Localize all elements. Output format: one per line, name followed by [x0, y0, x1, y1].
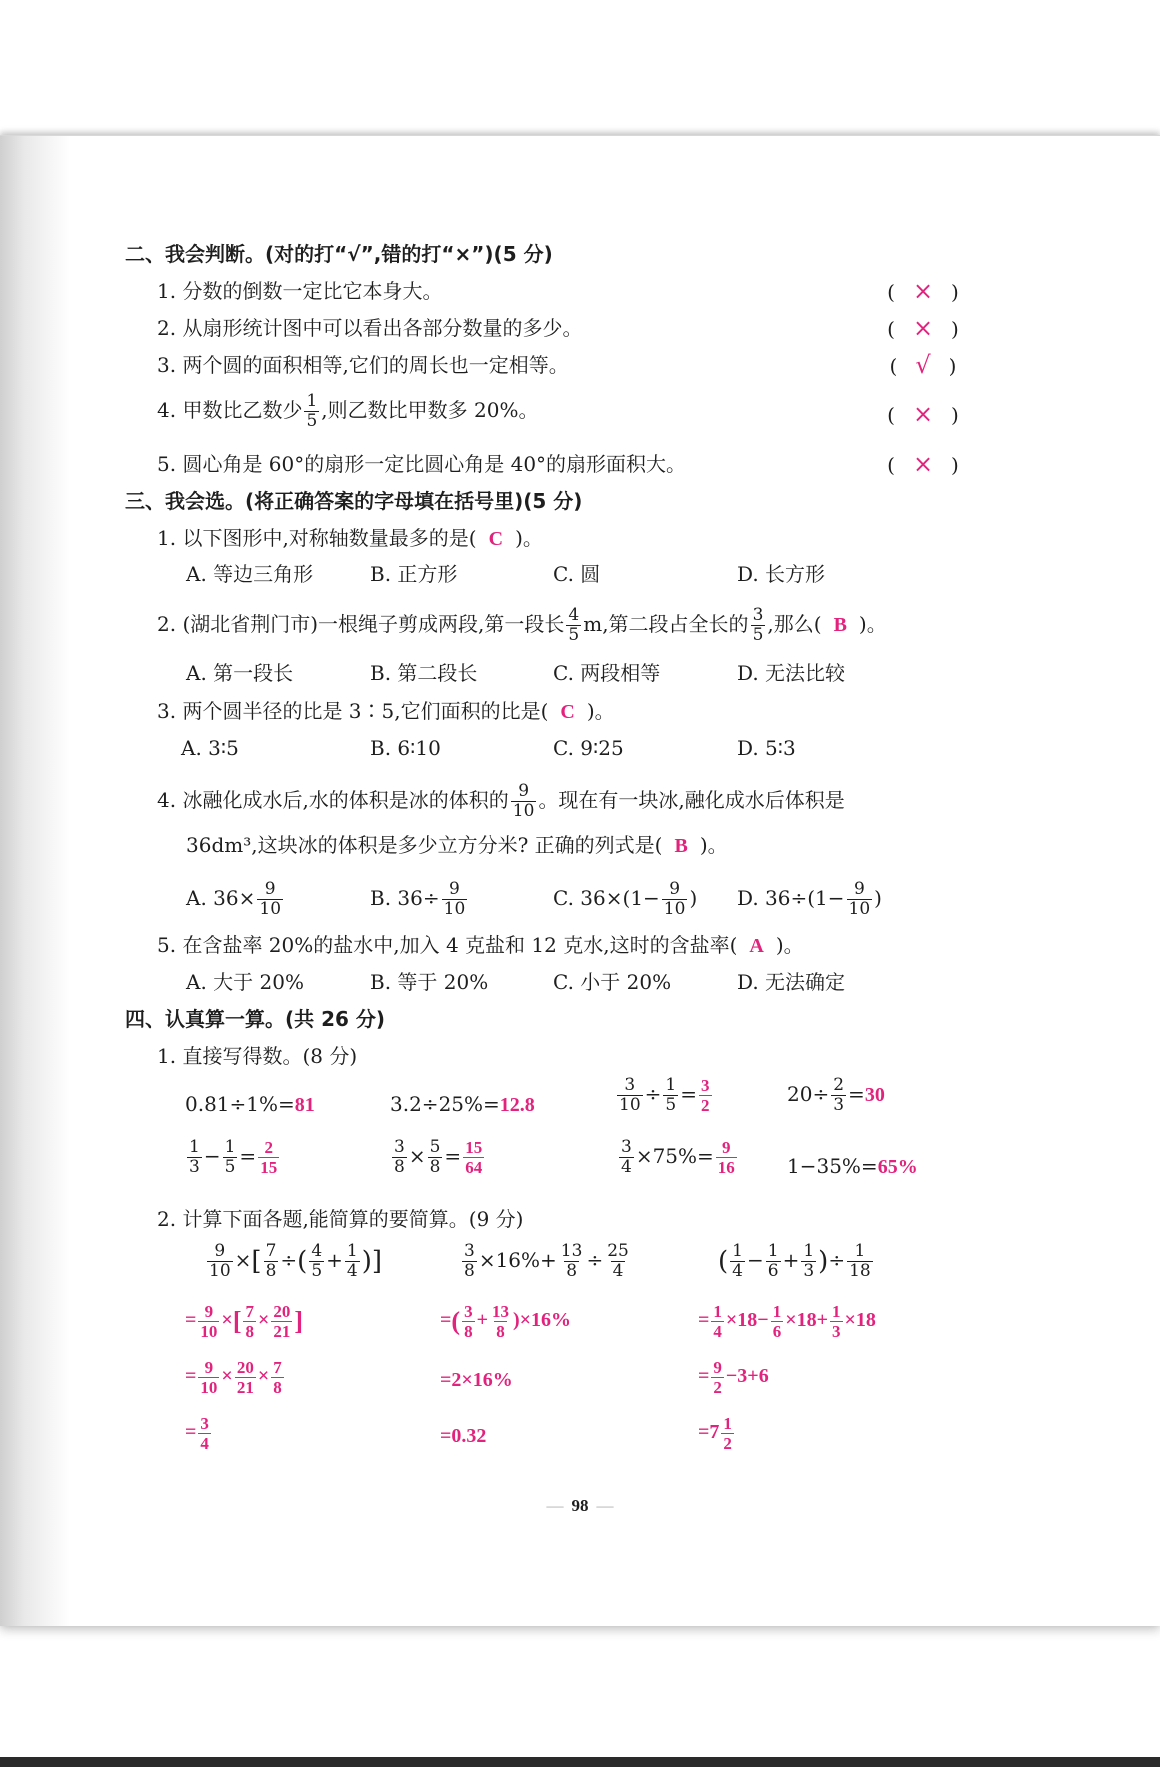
fraction: $\frac{3}{5}$	[752, 605, 764, 645]
section3-title: 三、我会选。(将正确答案的字母填在括号里)(5 分)	[125, 489, 583, 513]
page-number: — 98 —	[546, 1496, 614, 1515]
answer-fraction: $\frac{9}{16}$	[717, 1138, 735, 1177]
option-d: D. 无法确定	[737, 970, 846, 994]
answer-fraction: $\frac{3}{2}$	[701, 1076, 710, 1115]
answer-letter: B	[674, 835, 688, 857]
option-d: D. 5∶3	[737, 736, 796, 760]
option-d: D. 长方形	[737, 562, 826, 586]
fraction: $\frac{9}{10}$	[443, 879, 466, 919]
direct-calc-2: 3.2÷25%=12.8	[390, 1092, 535, 1116]
option-c: C. 两段相等	[553, 661, 661, 685]
judge-item-1: 1. 分数的倒数一定比它本身大。	[157, 279, 443, 303]
check-mark: √	[915, 351, 931, 379]
direct-calc-5: $\frac{1}{3}$ − $\frac{1}{5}$ = $\frac{2}{15}$	[189, 1137, 278, 1177]
calc2-step2: =2×16%	[440, 1369, 513, 1391]
calc3-step1: = $\frac{1}{4}$ ×18− $\frac{1}{6}$ ×18+ $\frac{1}{3}$ ×18	[698, 1302, 876, 1341]
subsection-direct-answers: 1. 直接写得数。(8 分)	[157, 1044, 358, 1068]
direct-calc-8: 1−35%=65%	[787, 1154, 918, 1178]
calc2-step1: =( $\frac{3}{8}$ + $\frac{13}{8}$ )×16%	[440, 1302, 572, 1341]
choice-question-4: 4. 冰融化成水后,水的体积是冰的体积的 $\frac{9}{10}$ 。现在有一块冰,融化成水后体积是	[157, 781, 845, 821]
judge-answer-3: ( √ )	[889, 351, 957, 379]
option-b: B. 正方形	[370, 562, 458, 586]
section4-title: 四、认真算一算。(共 26 分)	[125, 1007, 386, 1031]
cross-mark: ×	[912, 277, 934, 305]
calc3-step3: =7 $\frac{1}{2}$	[698, 1414, 732, 1453]
fraction: $\frac{9}{10}$	[512, 781, 535, 821]
direct-calc-6: $\frac{3}{8}$ × $\frac{5}{8}$ = $\frac{15}{64}$	[394, 1137, 483, 1177]
option-b: B. 等于 20%	[370, 970, 489, 994]
direct-calc-3: $\frac{3}{10}$ ÷ $\frac{1}{5}$ = $\frac{3}{2}$	[619, 1075, 710, 1115]
calc2-step3: =0.32	[440, 1425, 487, 1447]
option-a: A. 等边三角形	[186, 562, 314, 586]
option-a: A. 36× $\frac{9}{10}$	[186, 879, 282, 919]
fraction: $\frac{9}{10}$	[848, 879, 871, 919]
answer-letter: B	[833, 614, 847, 636]
section2-title: 二、我会判断。(对的打“√”,错的打“×”)(5 分)	[125, 242, 553, 266]
judge-answer-4: ( × )	[887, 400, 959, 428]
cross-mark: ×	[912, 450, 934, 478]
calc-problem-1: $\frac{9}{10}$ ×[ $\frac{7}{8}$ ÷( $\frac{4}{5}$ + $\frac{1}{4}$ )]	[209, 1241, 383, 1281]
answer-letter: A	[749, 935, 764, 957]
option-a: A. 大于 20%	[186, 970, 304, 994]
choice-question-4-line2: 36dm³,这块冰的体积是多少立方分米? 正确的列式是( B )。	[186, 833, 728, 857]
calc3-step2: = $\frac{9}{2}$ −3+6	[698, 1358, 769, 1397]
calc1-step3: = $\frac{3}{4}$	[185, 1414, 209, 1453]
judge-answer-2: ( × )	[887, 314, 959, 342]
judge-answer-1: ( × )	[887, 277, 959, 305]
option-b: B. 36÷ $\frac{9}{10}$	[370, 879, 466, 919]
option-d: D. 无法比较	[737, 661, 846, 685]
answer-fraction: $\frac{2}{15}$	[260, 1138, 278, 1177]
calc1-step1: = $\frac{9}{10}$ ×[ $\frac{7}{8}$ × $\frac{20}{21}$ ]	[185, 1302, 304, 1341]
option-c: C. 9∶25	[553, 736, 624, 760]
answer-letter: C	[560, 701, 575, 723]
judge-item-3: 3. 两个圆的面积相等,它们的周长也一定相等。	[157, 353, 569, 377]
judge-item-5: 5. 圆心角是 60°的扇形一定比圆心角是 40°的扇形面积大。	[157, 452, 687, 476]
calc-problem-2: $\frac{3}{8}$ ×16%+ $\frac{13}{8}$ ÷ $\frac{25}{4}$	[464, 1241, 629, 1281]
option-d: D. 36÷(1− $\frac{9}{10}$ )	[737, 879, 882, 919]
calc1-step2: = $\frac{9}{10}$ × $\frac{20}{21}$ × $\frac{7}{8}$	[185, 1358, 282, 1397]
option-b: B. 6∶10	[370, 736, 441, 760]
answer-letter: C	[488, 528, 504, 550]
judge-item-4: 4. 甲数比乙数少 $\frac{1}{5}$ ,则乙数比甲数多 20%。	[157, 391, 539, 431]
fraction: $\frac{9}{10}$	[663, 879, 686, 919]
bottom-bar	[0, 1757, 1160, 1767]
option-c: C. 圆	[553, 562, 601, 586]
fraction: $\frac{9}{10}$	[259, 879, 282, 919]
cross-mark: ×	[912, 314, 934, 342]
subsection-simplify: 2. 计算下面各题,能简算的要简算。(9 分)	[157, 1207, 524, 1231]
option-c: C. 小于 20%	[553, 970, 672, 994]
judge-item-2: 2. 从扇形统计图中可以看出各部分数量的多少。	[157, 316, 583, 340]
fraction: $\frac{1}{5}$	[306, 391, 318, 431]
option-c: C. 36×(1− $\frac{9}{10}$ )	[553, 879, 698, 919]
option-a: A. 3∶5	[181, 736, 239, 760]
option-a: A. 第一段长	[186, 661, 294, 685]
choice-question-3: 3. 两个圆半径的比是 3∶5,它们面积的比是( C )。	[157, 699, 615, 723]
cross-mark: ×	[912, 400, 934, 428]
calc-problem-3: ( $\frac{1}{4}$ − $\frac{1}{6}$ + $\frac{1}{3}$ )÷ $\frac{1}{18}$	[718, 1241, 871, 1281]
fraction: $\frac{4}{5}$	[568, 605, 580, 645]
choice-question-1: 1. 以下图形中,对称轴数量最多的是( C )。	[157, 526, 543, 550]
direct-calc-4: 20÷ $\frac{2}{3}$ =30	[787, 1075, 885, 1115]
answer-fraction: $\frac{15}{64}$	[465, 1138, 483, 1177]
choice-question-5: 5. 在含盐率 20%的盐水中,加入 4 克盐和 12 克水,这时的含盐率( A )。	[157, 933, 804, 957]
judge-answer-5: ( × )	[887, 450, 959, 478]
direct-calc-7: $\frac{3}{4}$ ×75%= $\frac{9}{16}$	[621, 1137, 735, 1177]
direct-calc-1: 0.81÷1%=81	[185, 1092, 315, 1116]
option-b: B. 第二段长	[370, 661, 478, 685]
choice-question-2: 2. (湖北省荆门市)一根绳子剪成两段,第一段长 $\frac{4}{5}$ m,第二段占全长的 $\frac{3}{5}$ ,那么( B )。	[157, 605, 887, 645]
page-shadow	[0, 136, 70, 1626]
